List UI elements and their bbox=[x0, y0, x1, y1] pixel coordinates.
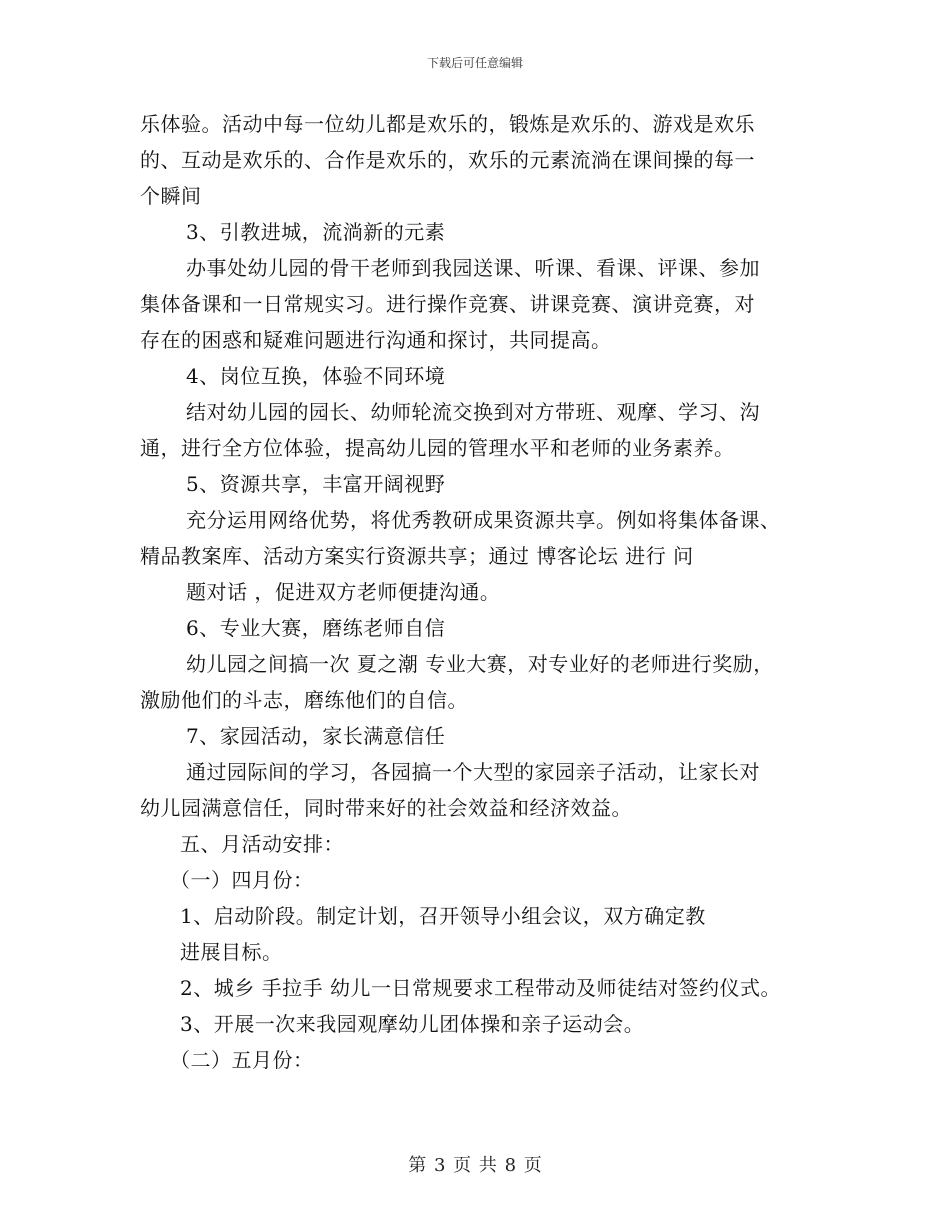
body-text-line: 集体备课和一日常规实习。进行操作竞赛、讲课竞赛、演讲竞赛，对 bbox=[140, 292, 755, 316]
body-text-line: 乐体验。活动中每一位幼儿都是欢乐的，锻炼是欢乐的、游戏是欢乐 bbox=[140, 112, 755, 136]
section-heading: 7、家园活动，家长满意信任 bbox=[186, 724, 446, 748]
list-item: 1、启动阶段。制定计划，召开领导小组会议，双方确定教 bbox=[180, 904, 706, 928]
body-text-line: 幼儿园之间搞一次 夏之潮 专业大赛，对专业好的老师进行奖励， bbox=[186, 652, 774, 676]
section-heading: 五、月活动安排： bbox=[180, 832, 344, 856]
body-text-line: 通，进行全方位体验，提高幼儿园的管理水平和老师的业务素养。 bbox=[140, 436, 735, 460]
list-item: 3、开展一次来我园观摩幼儿团体操和亲子运动会。 bbox=[180, 1012, 645, 1036]
subsection-heading: （一）四月份： bbox=[170, 868, 314, 892]
body-text-line: 题对话 ，促进双方老师便捷沟通。 bbox=[186, 580, 501, 604]
page-header: 下载后可任意编辑 bbox=[426, 56, 523, 70]
list-item: 2、城乡 手拉手 幼儿一日常规要求工程带动及师徒结对签约仪式。 bbox=[180, 976, 781, 1000]
body-text-line: 个瞬间 bbox=[140, 184, 202, 208]
body-text-line: 的、互动是欢乐的、合作是欢乐的，欢乐的元素流淌在课间操的每一 bbox=[140, 148, 755, 172]
body-text-line: 办事处幼儿园的骨干老师到我园送课、听课、看课、评课、参加 bbox=[186, 256, 760, 280]
body-text-line: 激励他们的斗志，磨练他们的自信。 bbox=[140, 688, 468, 712]
subsection-heading: （二）五月份： bbox=[170, 1048, 314, 1072]
body-text-line: 充分运用网络优势，将优秀教研成果资源共享。例如将集体备课、 bbox=[186, 508, 781, 532]
body-text-line: 幼儿园满意信任，同时带来好的社会效益和经济效益。 bbox=[140, 796, 632, 820]
page-number-footer: 第 3 页 共 8 页 bbox=[408, 1155, 542, 1176]
body-text-line: 精品教案库、活动方案实行资源共享；通过 博客论坛 进行 问 bbox=[140, 544, 694, 568]
section-heading: 3、引教进城，流淌新的元素 bbox=[186, 220, 446, 244]
section-heading: 6、专业大赛，磨练老师自信 bbox=[186, 616, 446, 640]
document-body bbox=[140, 106, 820, 1078]
body-text-line: 通过园际间的学习，各园搞一个大型的家园亲子活动，让家长对 bbox=[186, 760, 760, 784]
list-item-continuation: 进展目标。 bbox=[180, 940, 283, 964]
section-heading: 4、岗位互换，体验不同环境 bbox=[186, 364, 446, 388]
body-text-line: 存在的困惑和疑难问题进行沟通和探讨，共同提高。 bbox=[140, 328, 612, 352]
section-heading: 5、资源共享，丰富开阔视野 bbox=[186, 472, 446, 496]
body-text-line: 结对幼儿园的园长、幼师轮流交换到对方带班、观摩、学习、沟 bbox=[186, 400, 760, 424]
